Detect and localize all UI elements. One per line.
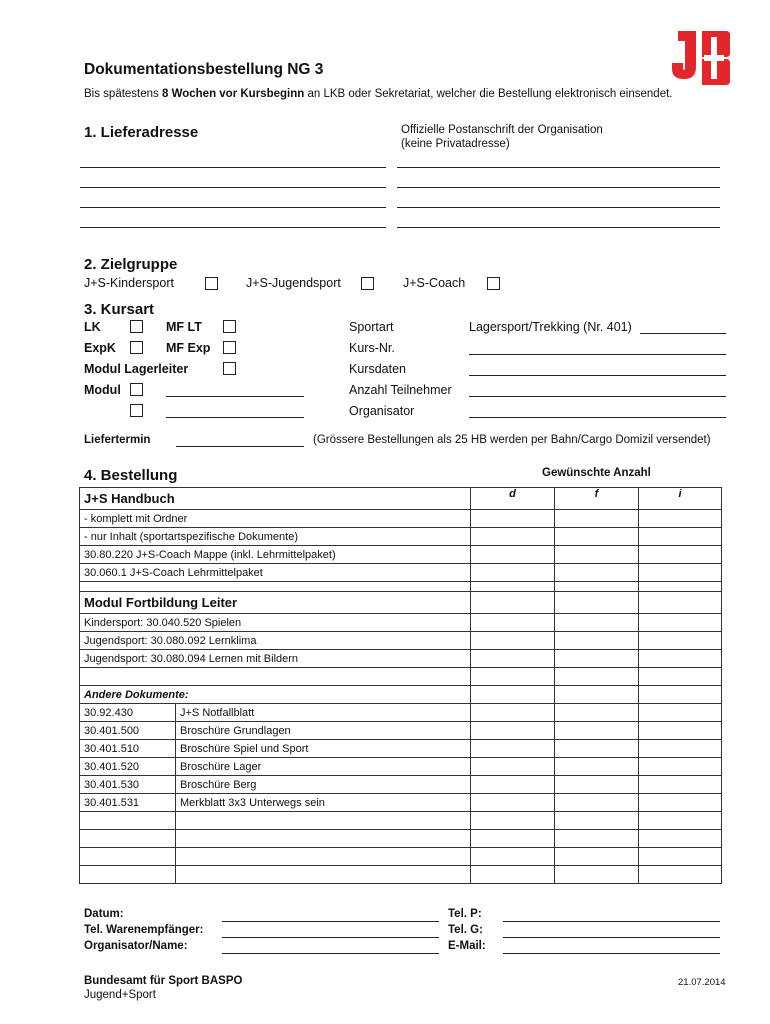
table-row	[80, 510, 722, 528]
qty-i-cell[interactable]	[639, 632, 722, 650]
qty-f-cell[interactable]	[555, 722, 639, 740]
table-row	[80, 740, 722, 758]
table-row	[80, 866, 722, 884]
kursart-extra-checkbox[interactable]	[130, 404, 143, 417]
liefertermin-label: Liefertermin	[84, 434, 151, 446]
section-zielgruppe-heading: 2. Zielgruppe	[84, 256, 178, 273]
doc-nr[interactable]	[80, 812, 176, 830]
qty-f-cell[interactable]	[555, 614, 639, 632]
qty-f-cell[interactable]	[555, 592, 639, 614]
qty-i-cell[interactable]	[639, 758, 722, 776]
anzahl-teilnehmer-input[interactable]	[469, 396, 726, 397]
qty-f-cell[interactable]	[555, 686, 639, 704]
qty-i-cell[interactable]	[639, 686, 722, 704]
qty-f-cell[interactable]	[555, 794, 639, 812]
table-row	[80, 632, 722, 650]
qty-i-cell[interactable]	[639, 812, 722, 830]
qty-f-cell[interactable]	[555, 704, 639, 722]
organisator-input[interactable]	[469, 417, 726, 418]
table-row	[80, 650, 722, 668]
kursart-modul-input[interactable]	[166, 396, 304, 397]
doc-name[interactable]	[176, 848, 471, 866]
col-i-header: i	[639, 488, 722, 510]
gewuenschte-anzahl-label: Gewünschte Anzahl	[542, 467, 651, 479]
doc-nr[interactable]	[80, 866, 176, 884]
doc-name[interactable]	[176, 812, 471, 830]
kursart-modul-lagerleiter-label: Modul Lagerleiter	[84, 362, 189, 376]
qty-d-cell[interactable]	[471, 758, 555, 776]
address-line-left-4[interactable]	[80, 227, 386, 228]
kursart-mfexp-label: MF Exp	[166, 341, 211, 355]
row-label: Jugendsport: 30.080.094 Lernen mit Bildern	[80, 650, 471, 668]
zielgruppe-coach-checkbox[interactable]	[487, 277, 500, 290]
table-row	[80, 546, 722, 564]
doc-name: Broschüre Grundlagen	[176, 722, 471, 740]
qty-d-cell[interactable]	[471, 668, 555, 686]
liefertermin-note: (Grössere Bestellungen als 25 HB werden per Bahn/Cargo Domizil versendet)	[313, 434, 711, 446]
kursart-lk-checkbox[interactable]	[130, 320, 143, 333]
qty-f-cell[interactable]	[555, 848, 639, 866]
table-row	[80, 848, 722, 866]
tel-g-label: Tel. G:	[448, 924, 483, 936]
row-label: Jugendsport: 30.080.092 Lernklima	[80, 632, 471, 650]
kursart-mflt-checkbox[interactable]	[223, 320, 236, 333]
email-input[interactable]	[503, 953, 720, 954]
address-line-right-1[interactable]	[397, 167, 720, 168]
qty-i-cell[interactable]	[639, 722, 722, 740]
qty-i-cell[interactable]	[639, 528, 722, 546]
footer-org: Bundesamt für Sport BASPO	[84, 975, 243, 987]
zielgruppe-jugendsport-label: J+S-Jugendsport	[246, 276, 341, 290]
footer-sub: Jugend+Sport	[84, 989, 156, 1001]
address-line-right-2[interactable]	[397, 187, 720, 188]
page-title: Dokumentationsbestellung NG 3	[84, 61, 324, 78]
order-table	[79, 487, 722, 884]
andere-title: Andere Dokumente:	[80, 686, 471, 704]
qty-f-cell[interactable]	[555, 546, 639, 564]
address-line-left-2[interactable]	[80, 187, 386, 188]
doc-nr: 30.401.530	[80, 776, 176, 794]
qty-i-cell[interactable]	[639, 510, 722, 528]
qty-d-cell[interactable]	[471, 830, 555, 848]
datum-label: Datum:	[84, 908, 124, 920]
table-row	[80, 812, 722, 830]
anzahl-teilnehmer-label: Anzahl Teilnehmer	[349, 383, 452, 397]
qty-f-cell[interactable]	[555, 650, 639, 668]
doc-nr: 30.401.510	[80, 740, 176, 758]
qty-f-cell[interactable]	[555, 812, 639, 830]
qty-f-cell[interactable]	[555, 564, 639, 582]
qty-i-cell[interactable]	[639, 776, 722, 794]
section-lieferadresse-heading: 1. Lieferadresse	[84, 124, 199, 141]
qty-f-cell[interactable]	[555, 528, 639, 546]
qty-f-cell[interactable]	[555, 632, 639, 650]
qty-d-cell[interactable]	[471, 546, 555, 564]
email-label: E-Mail:	[448, 940, 486, 952]
kursart-expk-label: ExpK	[84, 341, 116, 355]
tel-warenempfaenger-label: Tel. Warenempfänger:	[84, 924, 204, 936]
address-line-left-3[interactable]	[80, 207, 386, 208]
kursart-modul-checkbox[interactable]	[130, 383, 143, 396]
kursart-expk-checkbox[interactable]	[130, 341, 143, 354]
col-d-header: d	[471, 488, 555, 510]
kursart-extra-input[interactable]	[166, 417, 304, 418]
row-label: 30.80.220 J+S-Coach Mappe (inkl. Lehrmittelpaket)	[80, 546, 471, 564]
kursart-lk-label: LK	[84, 320, 101, 334]
doc-nr: 30.401.520	[80, 758, 176, 776]
row-label: Kindersport: 30.040.520 Spielen	[80, 614, 471, 632]
tel-p-input[interactable]	[503, 921, 720, 922]
row-label-empty	[80, 668, 471, 686]
qty-i-cell[interactable]	[639, 546, 722, 564]
col-f-header: f	[555, 488, 639, 510]
kursnr-input[interactable]	[469, 354, 726, 355]
qty-d-cell[interactable]	[471, 722, 555, 740]
doc-name[interactable]	[176, 866, 471, 884]
section-bestellung-heading: 4. Bestellung	[84, 467, 178, 484]
js-logo-icon	[670, 31, 732, 85]
sportart-value: Lagersport/Trekking (Nr. 401)	[469, 320, 632, 334]
qty-f-cell[interactable]	[555, 668, 639, 686]
qty-i-cell[interactable]	[639, 592, 722, 614]
qty-d-cell[interactable]	[471, 592, 555, 614]
table-spacer	[80, 582, 722, 592]
sportart-label: Sportart	[349, 320, 394, 334]
table-row	[80, 722, 722, 740]
kursdaten-input[interactable]	[469, 375, 726, 376]
handbuch-title: J+S Handbuch	[80, 488, 471, 510]
table-row	[80, 564, 722, 582]
qty-d-cell[interactable]	[471, 740, 555, 758]
qty-d-cell[interactable]	[471, 704, 555, 722]
tel-warenempfaenger-input[interactable]	[222, 937, 439, 938]
tel-g-input[interactable]	[503, 937, 720, 938]
qty-i-cell[interactable]	[639, 794, 722, 812]
doc-name[interactable]	[176, 830, 471, 848]
zielgruppe-kindersport-label: J+S-Kindersport	[84, 276, 174, 290]
doc-name: Broschüre Berg	[176, 776, 471, 794]
qty-d-cell[interactable]	[471, 812, 555, 830]
kursart-mfexp-checkbox[interactable]	[223, 341, 236, 354]
doc-nr: 30.92.430	[80, 704, 176, 722]
doc-nr[interactable]	[80, 830, 176, 848]
qty-i-cell[interactable]	[639, 564, 722, 582]
kursart-modul-lagerleiter-checkbox[interactable]	[223, 362, 236, 375]
qty-d-cell[interactable]	[471, 510, 555, 528]
qty-f-cell[interactable]	[555, 740, 639, 758]
qty-d-cell[interactable]	[471, 650, 555, 668]
qty-d-cell[interactable]	[471, 794, 555, 812]
modul-title: Modul Fortbildung Leiter	[80, 592, 471, 614]
zielgruppe-kindersport-checkbox[interactable]	[205, 277, 218, 290]
doc-nr: 30.401.500	[80, 722, 176, 740]
qty-i-cell[interactable]	[639, 614, 722, 632]
liefertermin-input[interactable]	[176, 446, 304, 447]
zielgruppe-coach-label: J+S-Coach	[403, 276, 466, 290]
qty-d-cell[interactable]	[471, 564, 555, 582]
row-label: - komplett mit Ordner	[80, 510, 471, 528]
qty-d-cell[interactable]	[471, 776, 555, 794]
qty-d-cell[interactable]	[471, 614, 555, 632]
table-row	[80, 686, 722, 704]
doc-name: J+S Notfallblatt	[176, 704, 471, 722]
row-label: 30.060.1 J+S-Coach Lehrmittelpaket	[80, 564, 471, 582]
qty-i-cell[interactable]	[639, 830, 722, 848]
table-row	[80, 614, 722, 632]
qty-d-cell[interactable]	[471, 686, 555, 704]
table-row	[80, 668, 722, 686]
qty-i-cell[interactable]	[639, 668, 722, 686]
qty-i-cell[interactable]	[639, 704, 722, 722]
sportart-input[interactable]	[640, 333, 726, 334]
qty-d-cell[interactable]	[471, 866, 555, 884]
doc-name: Broschüre Lager	[176, 758, 471, 776]
doc-nr: 30.401.531	[80, 794, 176, 812]
qty-f-cell[interactable]	[555, 830, 639, 848]
table-row	[80, 528, 722, 546]
qty-i-cell[interactable]	[639, 740, 722, 758]
address-line-right-4[interactable]	[397, 227, 720, 228]
qty-f-cell[interactable]	[555, 776, 639, 794]
kursnr-label: Kurs-Nr.	[349, 341, 395, 355]
doc-nr[interactable]	[80, 848, 176, 866]
address-line-left-1[interactable]	[80, 167, 386, 168]
qty-i-cell[interactable]	[639, 848, 722, 866]
table-row	[80, 794, 722, 812]
intro-text: Bis spätestens 8 Wochen vor Kursbeginn an LKB oder Sekretariat, welcher die Bestellung elektronisch einsendet.	[84, 88, 673, 100]
table-row	[80, 776, 722, 794]
zielgruppe-jugendsport-checkbox[interactable]	[361, 277, 374, 290]
qty-i-cell[interactable]	[639, 650, 722, 668]
kursart-modul-label: Modul	[84, 383, 121, 397]
qty-f-cell[interactable]	[555, 758, 639, 776]
row-label: - nur Inhalt (sportartspezifische Dokumente)	[80, 528, 471, 546]
table-row	[80, 758, 722, 776]
organisator-name-input[interactable]	[222, 953, 439, 954]
footer-date: 21.07.2014	[678, 977, 726, 988]
kursdaten-label: Kursdaten	[349, 362, 406, 376]
qty-d-cell[interactable]	[471, 528, 555, 546]
qty-d-cell[interactable]	[471, 848, 555, 866]
table-row	[80, 830, 722, 848]
qty-d-cell[interactable]	[471, 632, 555, 650]
doc-name: Merkblatt 3x3 Unterwegs sein	[176, 794, 471, 812]
qty-i-cell[interactable]	[639, 866, 722, 884]
table-row	[80, 704, 722, 722]
qty-f-cell[interactable]	[555, 510, 639, 528]
organisator-name-label: Organisator/Name:	[84, 940, 188, 952]
datum-input[interactable]	[222, 921, 439, 922]
tel-p-label: Tel. P:	[448, 908, 482, 920]
address-note: Offizielle Postanschrift der Organisation (keine Privatadresse)	[401, 124, 603, 150]
address-line-right-3[interactable]	[397, 207, 720, 208]
table-row	[80, 488, 722, 510]
organisator-label: Organisator	[349, 404, 415, 418]
doc-name: Broschüre Spiel und Sport	[176, 740, 471, 758]
section-kursart-heading: 3. Kursart	[84, 301, 155, 318]
table-row	[80, 592, 722, 614]
qty-f-cell[interactable]	[555, 866, 639, 884]
kursart-mflt-label: MF LT	[166, 320, 202, 334]
